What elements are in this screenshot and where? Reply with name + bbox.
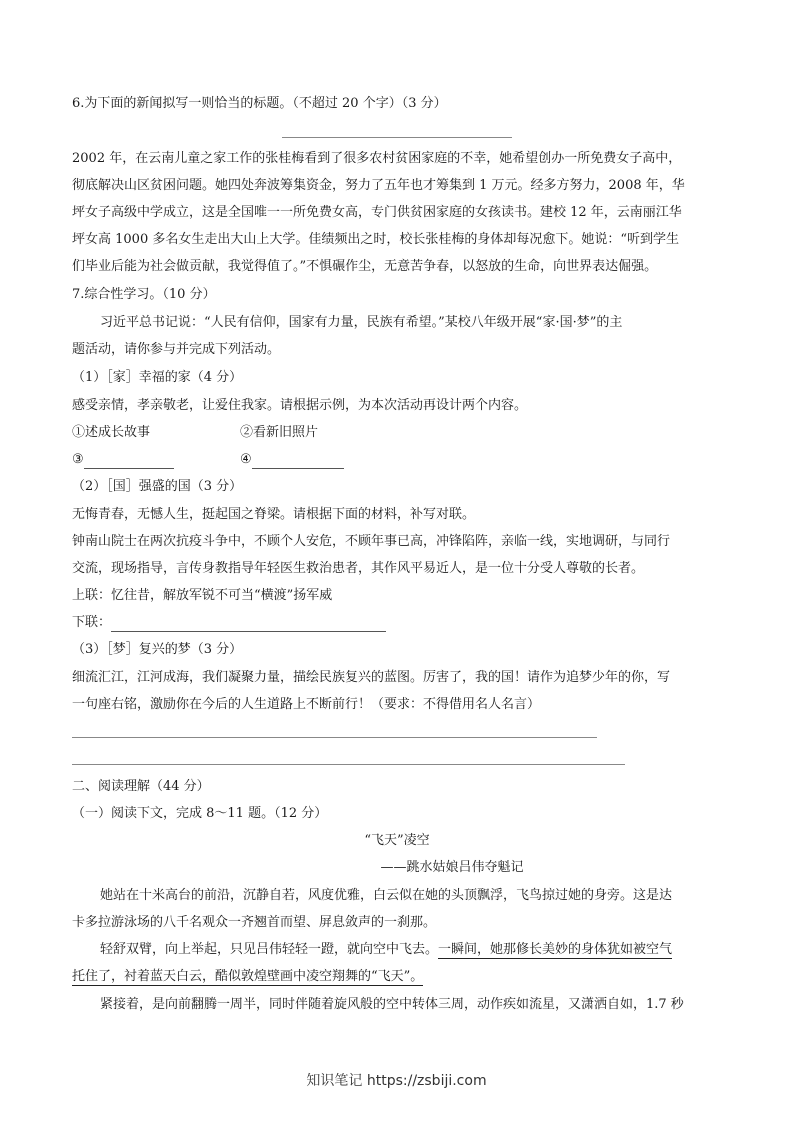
q6-news-line: 彻底解决山区贫困问题。她四处奔波筹集资金，努力了五年也才筹集到 1 万元。经多方努力，2008 年，华 (72, 178, 685, 193)
q7-part2-lower-row (72, 614, 386, 632)
q7-part1-item3-label: ③ (72, 452, 84, 467)
q7-part2-desc: 无悔青春，无憾人生，挺起国之脊梁。请根据下面的材料，补写对联。 (72, 507, 476, 522)
q6-news-line: 坪女高 1000 多名女生走出大山上大学。佳绩频出之时，校长张桂梅的身体却每况愈下。她说：“听到学生 (72, 232, 679, 247)
q7-part2-title: （2）［国］强盛的国（3 分） (72, 479, 243, 494)
q7-part2-lower-blank[interactable] (111, 617, 386, 632)
q7-intro-line: 题活动，请你参与并完成下列活动。 (72, 342, 281, 357)
article-paragraph-line (100, 941, 672, 959)
q7-part3-desc-line: 一句座右铭，激励你在今后的人生道路上不断前行！（要求：不得借用名人名言） (72, 697, 541, 712)
article-subtitle: ——跳水姑娘吕伟夺魁记 (380, 860, 524, 875)
q7-part3-answer-line[interactable] (72, 764, 625, 765)
q7-title: 7.综合性学习。（10 分） (72, 287, 216, 302)
section2-sub1: （一）阅读下文，完成 8～11 题。（12 分） (72, 806, 328, 821)
q7-part2-material-line: 钟南山院士在两次抗疫斗争中，不顾个人安危，不顾年事已高，冲锋陷阵，亲临一线，实地调研，与同行 (72, 534, 671, 549)
q7-part2-material-line: 交流，现场指导，言传身教指导年轻医生救治患者，其作风平易近人，是一位十分受人尊敬的长者。 (72, 561, 645, 576)
q7-part1-item4-label: ④ (240, 452, 252, 467)
q7-part3-desc-line: 细流汇江，江河成海，我们凝聚力量，描绘民族复兴的蓝图。厉害了，我的国！请作为追梦少年的你，写 (72, 670, 671, 685)
article-underlined-text: 一瞬间，她那修长美妙的身体犹如被空气 (438, 942, 673, 957)
q7-part2-upper-couplet: 上联：忆往昔，解放军锐不可当“横渡”扬军威 (72, 588, 333, 603)
q6-answer-line[interactable] (282, 137, 512, 138)
q7-part1-item4-row (240, 451, 344, 469)
article-paragraph-line (72, 968, 423, 986)
q7-part1-item2: ②看新旧照片 (240, 425, 319, 440)
q7-part1-desc: 感受亲情，孝亲敬老，让爱住我家。请根据示例，为本次活动再设计两个内容。 (72, 398, 528, 413)
article-title: “飞天”凌空 (364, 833, 430, 848)
q7-part1-item3-blank[interactable] (84, 454, 174, 469)
article-paragraph-line: 她站在十米高台的前沿，沉静自若，风度优雅，白云似在她的头顶飘浮，飞鸟掠过她的身旁。这是达 (100, 888, 673, 903)
article-plain-text: 轻舒双臂，向上举起，只见吕伟轻轻一蹬，就向空中飞去。 (100, 942, 439, 957)
q6-news-line: 2002 年，在云南儿童之家工作的张桂梅看到了很多农村贫困家庭的不幸，她希望创办一所免费女子高中， (72, 151, 682, 166)
q7-part3-answer-line[interactable] (72, 737, 597, 738)
q7-part1-item3-row (72, 451, 174, 469)
q7-intro-line: 习近平总书记说：“人民有信仰，国家有力量，民族有希望。”某校八年级开展“家·国·梦”的主 (100, 315, 623, 330)
article-underlined-text: 托住了，衬着蓝天白云，酷似敦煌壁画中凌空翔舞的“飞天”。 (72, 969, 424, 984)
q6-news-line: 坪女子高级中学成立，这是全国唯一一所免费女高，专门供贫困家庭的女孩读书。建校 12 年，云南丽江华 (72, 205, 682, 220)
footer-watermark: 知识笔记 https://zsbiji.com (306, 1073, 487, 1089)
article-paragraph-line: 紧接着，是向前翻腾一周半，同时伴随着旋风般的空中转体三周，动作疾如流星，又潇洒自如，1.7 秒 (100, 997, 684, 1012)
q7-part1-item1: ①述成长故事 (72, 425, 151, 440)
q6-news-line: 们毕业后能为社会做贡献，我觉得值了。”不惧碾作尘，无意苦争春，以怒放的生命，向世界表达倔强。 (72, 259, 658, 274)
q7-part1-title: （1）［家］幸福的家（4 分） (72, 370, 243, 385)
article-paragraph-line: 卡多拉游泳场的八千名观众一齐翘首而望、屏息敛声的一刹那。 (72, 915, 437, 930)
q7-part2-lower-label: 下联： (72, 615, 112, 630)
section2-title: 二、阅读理解（44 分） (72, 779, 210, 794)
q6-title: 6.为下面的新闻拟写一则恰当的标题。（不超过 20 个字）（3 分） (72, 96, 447, 111)
q7-part1-item4-blank[interactable] (252, 454, 344, 469)
q7-part3-title: （3）［梦］复兴的梦（3 分） (72, 642, 243, 657)
